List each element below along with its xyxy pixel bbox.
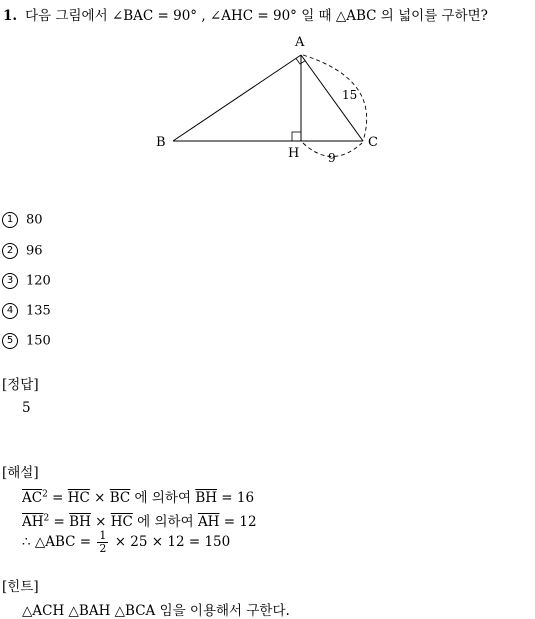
label-b: B [156,135,166,150]
choice-value-3: 120 [26,273,51,289]
choice-value-5: 150 [26,333,51,349]
label-h: H [288,146,300,161]
choice-5[interactable] [2,333,51,349]
choice-value-1: 80 [26,212,43,228]
choice-2[interactable] [2,243,43,259]
choice-marker-5: 5 [2,333,18,349]
triangle-figure [150,28,390,168]
explanation-line-3: ∴ △ABC = $\frac{1}{2}$ × 25 × 12 = 150 [22,529,231,555]
choice-1[interactable] [2,212,43,228]
choice-value-2: 96 [26,243,43,259]
label-a: A [295,35,305,50]
answer-value: 5 [22,400,31,416]
choice-marker-3: 3 [2,273,18,289]
explanation-line-1: $\overline{AC}^2 = \overline{HC} \times \overline{BC}$ 에 의하여 $\overline{BH} = 16$ [22,489,255,506]
question [3,4,488,24]
right-angle-h [292,132,301,141]
choice-3[interactable] [2,273,51,289]
choice-4[interactable] [2,303,51,319]
explanation-line-2: $\overline{AH}^2 = \overline{BH} \times \overline{HC}$ 에 의하여 $\overline{AH} = 12$ [22,513,257,530]
label-ac-length: 15 [342,88,358,102]
hint-text: △ACH △BAH △BCA 임을 이용해서 구한다. [22,603,290,619]
edge-ab [173,55,301,141]
answer-heading: [정답] [2,377,39,393]
fraction-one-half: $\frac{1}{2}$ [99,529,107,555]
choice-marker-1: 1 [2,212,18,228]
choice-marker-2: 2 [2,243,18,259]
choice-value-4: 135 [26,303,51,319]
question-number: 1. [3,8,18,24]
label-hc-length: 9 [328,151,336,165]
label-c: C [368,135,378,150]
question-text: 다음 그림에서 ∠BAC = 90° , ∠AHC = 90° 일 때 △ABC 의 넓이를 구하면? [25,8,488,24]
explanation-heading: [해설] [2,465,39,481]
hint-heading: [힌트] [2,579,39,595]
choice-marker-4: 4 [2,303,18,319]
